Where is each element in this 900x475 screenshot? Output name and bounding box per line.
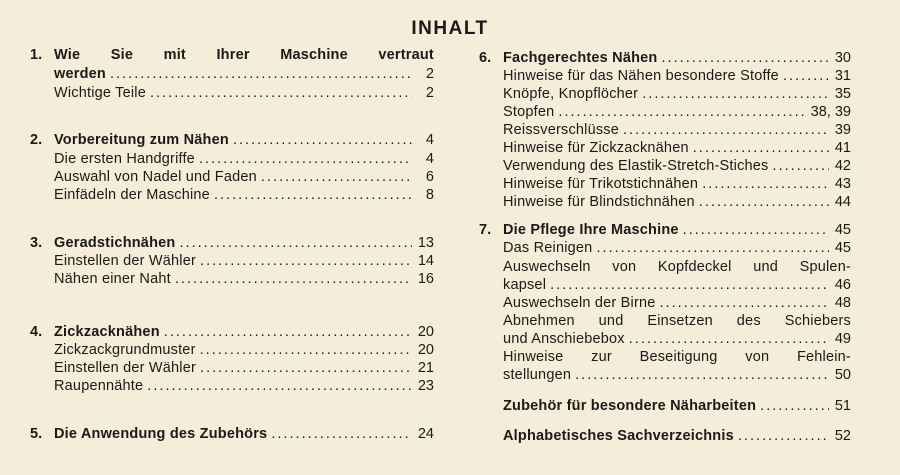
entry-label: Abnehmen und Einsetzen des Schiebers	[503, 313, 851, 329]
entry-label: Hinweise für Blindstichnähen	[503, 194, 695, 210]
page-number: 23	[417, 378, 434, 394]
section-title: Die Anwendung des Zubehörs	[54, 426, 268, 442]
leader-dots	[179, 234, 412, 253]
leader-dots	[233, 131, 412, 150]
section-title: Wie Sie mit Ihrer Maschine vertraut	[54, 47, 434, 63]
toc-entry-line1	[479, 258, 851, 277]
entry-label-cont: und Anschiebebox	[503, 331, 625, 347]
entry-label: Wichtige Teile	[54, 85, 146, 101]
page-number: 48	[834, 295, 851, 311]
toc-entry	[479, 157, 851, 176]
page-number: 41	[834, 140, 851, 156]
toc-entry-line1	[479, 312, 851, 331]
toc-entry	[30, 252, 434, 271]
leader-dots	[702, 175, 829, 194]
section-number: 5.	[30, 426, 43, 442]
page-number: 45	[834, 222, 851, 238]
entry-label: Raupennähte	[54, 378, 144, 394]
entry-label: Einstellen der Wähler	[54, 253, 197, 269]
section-title: Zickzacknähen	[54, 324, 160, 340]
entry-label: Einstellen der Wähler	[54, 360, 197, 376]
leader-dots	[200, 359, 412, 378]
entry-label: Einfädeln der Maschine	[54, 187, 210, 203]
section-number: 2.	[30, 132, 43, 148]
page-number: 42	[834, 158, 851, 174]
entry-label: Zickzackgrundmuster	[54, 342, 196, 358]
entry-label: Die ersten Handgriffe	[54, 151, 195, 167]
section-title: Die Pflege Ihre Maschine	[503, 222, 679, 238]
toc-entry	[479, 121, 851, 140]
leader-dots	[214, 186, 412, 205]
toc-entry	[30, 359, 434, 378]
page-number: 45	[834, 240, 851, 256]
entry-label: Hinweise für Trikotstichnähen	[503, 176, 699, 192]
page-number: 4	[425, 132, 434, 148]
page-number: 35	[834, 86, 851, 102]
entry-label: Auswahl von Nadel und Faden	[54, 169, 257, 185]
toc-entry	[30, 168, 434, 187]
entry-label: Stopfen	[503, 104, 555, 120]
toc-section-2-heading	[30, 131, 434, 150]
page-number: 4	[425, 151, 434, 167]
entry-label: Hinweise für das Nähen besondere Stoffe	[503, 68, 779, 84]
page-number: 21	[417, 360, 434, 376]
leader-dots	[558, 103, 806, 122]
page-number: 24	[417, 426, 434, 442]
page-number: 20	[417, 324, 434, 340]
leader-dots	[660, 294, 830, 313]
entry-label-cont: kapsel	[503, 277, 547, 293]
page-number: 20	[417, 342, 434, 358]
leader-dots	[596, 239, 829, 258]
toc-entry	[479, 239, 851, 258]
entry-label: Auswechseln von Kopfdeckel und Spulen-	[503, 259, 851, 275]
section-number: 6.	[479, 50, 492, 66]
leader-dots	[693, 139, 829, 158]
entry-label-cont: stellungen	[503, 367, 572, 383]
section-title: Vorbereitung zum Nähen	[54, 132, 229, 148]
leader-dots	[642, 85, 829, 104]
page-number: 39	[834, 122, 851, 138]
toc-entry-line2	[479, 330, 851, 349]
leader-dots	[110, 65, 412, 84]
page-number: 13	[417, 235, 434, 251]
leader-dots	[271, 425, 412, 444]
page-number: 2	[425, 66, 434, 82]
toc-section-5-heading	[30, 425, 434, 444]
toc-entry	[30, 270, 434, 289]
leader-dots	[738, 427, 829, 446]
page-number: 43	[834, 176, 851, 192]
toc-entry-line2	[479, 276, 851, 295]
entry-label: Nähen einer Naht	[54, 271, 171, 287]
toc-section-6-heading	[479, 49, 851, 68]
leader-dots	[699, 193, 829, 212]
page-number: 51	[834, 398, 851, 414]
page-number: 49	[834, 331, 851, 347]
page-number: 44	[834, 194, 851, 210]
toc-entry	[30, 341, 434, 360]
section-title: Zubehör für besondere Näharbeiten	[503, 398, 757, 414]
page-number: 52	[834, 428, 851, 444]
leader-dots	[150, 84, 412, 103]
leader-dots	[683, 221, 829, 240]
entry-label: Knöpfe, Knopflöcher	[503, 86, 639, 102]
section-title: Alphabetisches Sachverzeichnis	[503, 428, 734, 444]
leader-dots	[760, 397, 829, 416]
page-number: 46	[834, 277, 851, 293]
toc-section-1-heading-cont	[30, 65, 434, 84]
toc-entry	[479, 294, 851, 313]
section-number: 7.	[479, 222, 492, 238]
entry-label: Auswechseln der Birne	[503, 295, 656, 311]
leader-dots	[164, 323, 412, 342]
page-number: 38, 39	[810, 104, 851, 120]
toc-accessories-heading	[479, 397, 851, 416]
toc-entry	[479, 175, 851, 194]
toc-section-7-heading	[479, 221, 851, 240]
leader-dots	[575, 366, 829, 385]
leader-dots	[200, 252, 412, 271]
entry-label: Reissverschlüsse	[503, 122, 620, 138]
toc-entry	[479, 85, 851, 104]
toc-entry-line1	[479, 348, 851, 367]
leader-dots	[623, 121, 829, 140]
leader-dots	[261, 168, 412, 187]
page-number: 6	[425, 169, 434, 185]
entry-label: Verwendung des Elastik-Stretch-Stiches	[503, 158, 769, 174]
leader-dots	[629, 330, 829, 349]
page-number: 31	[834, 68, 851, 84]
toc-section-1-heading	[30, 46, 434, 65]
page-number: 2	[425, 85, 434, 101]
section-title-cont: werden	[54, 66, 106, 82]
toc-entry-line2	[479, 366, 851, 385]
toc-section-3-heading	[30, 234, 434, 253]
toc-entry	[479, 67, 851, 86]
page-number: 8	[425, 187, 434, 203]
toc-title: INHALT	[411, 18, 489, 39]
leader-dots	[199, 150, 412, 169]
toc-section-4-heading	[30, 323, 434, 342]
entry-label: Hinweise für Zickzacknähen	[503, 140, 689, 156]
toc-entry	[30, 186, 434, 205]
section-title: Geradstichnähen	[54, 235, 176, 251]
section-title: Fachgerechtes Nähen	[503, 50, 658, 66]
leader-dots	[550, 276, 829, 295]
toc-index-heading	[479, 427, 851, 446]
toc-entry	[479, 103, 851, 122]
entry-label: Hinweise zur Beseitigung von Fehlein-	[503, 349, 851, 365]
page-number: 30	[834, 50, 851, 66]
leader-dots	[773, 157, 829, 176]
section-number: 1.	[30, 47, 43, 63]
toc-entry	[479, 139, 851, 158]
toc-entry	[30, 150, 434, 169]
page-number: 50	[834, 367, 851, 383]
page-number: 14	[417, 253, 434, 269]
leader-dots	[200, 341, 412, 360]
leader-dots	[662, 49, 830, 68]
page-number: 16	[417, 271, 434, 287]
leader-dots	[175, 270, 412, 289]
toc-entry	[30, 84, 434, 103]
section-number: 4.	[30, 324, 43, 340]
leader-dots	[783, 67, 829, 86]
leader-dots	[147, 377, 412, 396]
toc-entry	[479, 193, 851, 212]
toc-entry	[30, 377, 434, 396]
section-number: 3.	[30, 235, 43, 251]
entry-label: Das Reinigen	[503, 240, 593, 256]
